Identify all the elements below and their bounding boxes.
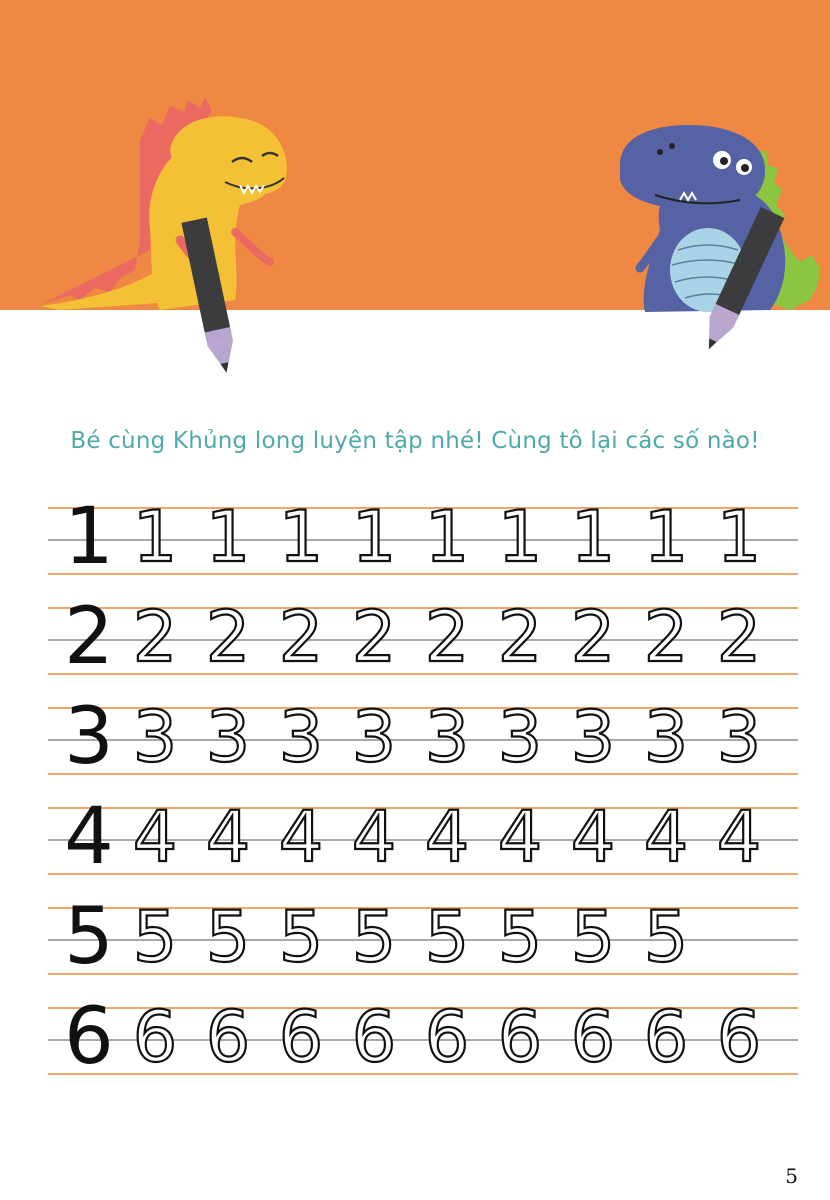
dotted-trace-digit[interactable]: 5 — [570, 896, 616, 978]
dotted-trace-digit[interactable]: 4 — [278, 796, 324, 878]
dotted-trace-digit[interactable]: 1 — [205, 496, 251, 578]
tracing-row-4 — [48, 792, 798, 895]
dotted-trace-digit[interactable]: 6 — [278, 996, 324, 1078]
dotted-trace-digit[interactable]: 2 — [351, 596, 397, 678]
model-digit: 5 — [64, 892, 114, 982]
dotted-trace-digit[interactable]: 4 — [424, 796, 470, 878]
dotted-trace-digit[interactable]: 1 — [570, 496, 616, 578]
header-illustration — [0, 0, 830, 400]
instruction-text: Bé cùng Khủng long luyện tập nhé! Cùng tô lại các số nào! — [70, 428, 760, 454]
dotted-trace-digit[interactable]: 2 — [643, 596, 689, 678]
dotted-trace-digit[interactable]: 6 — [205, 996, 251, 1078]
dotted-trace-digit[interactable]: 5 — [643, 896, 689, 978]
dotted-trace-digit[interactable]: 6 — [716, 996, 762, 1078]
model-digit: 1 — [64, 492, 114, 582]
dotted-trace-digit[interactable]: 5 — [278, 896, 324, 978]
model-digit: 4 — [64, 792, 114, 882]
dotted-trace-digit[interactable]: 1 — [716, 496, 762, 578]
dotted-trace-digit[interactable]: 4 — [716, 796, 762, 878]
dotted-trace-digit[interactable]: 4 — [132, 796, 178, 878]
dotted-trace-digit[interactable]: 3 — [132, 696, 178, 778]
tracing-row-3 — [48, 692, 798, 795]
dotted-trace-digit[interactable]: 3 — [351, 696, 397, 778]
dotted-trace-digit[interactable]: 5 — [424, 896, 470, 978]
model-digit: 2 — [64, 592, 114, 682]
dotted-trace-digit[interactable]: 6 — [643, 996, 689, 1078]
dotted-trace-digit[interactable]: 6 — [497, 996, 543, 1078]
dotted-trace-digit[interactable]: 3 — [643, 696, 689, 778]
dotted-trace-digit[interactable]: 4 — [205, 796, 251, 878]
dotted-trace-digit[interactable]: 1 — [424, 496, 470, 578]
number-tracing-practice — [48, 492, 798, 1095]
dotted-trace-digit[interactable]: 1 — [278, 496, 324, 578]
dotted-trace-digit[interactable]: 2 — [716, 596, 762, 678]
dotted-trace-digit[interactable]: 5 — [132, 896, 178, 978]
model-digit: 6 — [64, 992, 114, 1082]
tracing-row-1 — [48, 492, 798, 595]
dotted-trace-digit[interactable]: 4 — [643, 796, 689, 878]
dotted-trace-digit[interactable]: 2 — [132, 596, 178, 678]
dotted-trace-digit[interactable]: 2 — [424, 596, 470, 678]
dotted-trace-digit[interactable]: 4 — [351, 796, 397, 878]
dotted-trace-digit[interactable]: 1 — [351, 496, 397, 578]
yellow-dinosaur-illustration — [40, 98, 287, 375]
dotted-trace-digit[interactable]: 1 — [497, 496, 543, 578]
dotted-trace-digit[interactable]: 3 — [570, 696, 616, 778]
model-digit: 3 — [64, 692, 114, 782]
dotted-trace-digit[interactable]: 1 — [643, 496, 689, 578]
tracing-row-6 — [48, 992, 798, 1095]
dotted-trace-digit[interactable]: 6 — [351, 996, 397, 1078]
dotted-trace-digit[interactable]: 2 — [205, 596, 251, 678]
dotted-trace-digit[interactable]: 3 — [278, 696, 324, 778]
dotted-trace-digit[interactable]: 5 — [205, 896, 251, 978]
dotted-trace-digit[interactable]: 2 — [570, 596, 616, 678]
dotted-trace-digit[interactable]: 1 — [132, 496, 178, 578]
dotted-trace-digit[interactable]: 2 — [497, 596, 543, 678]
dotted-trace-digit[interactable]: 4 — [497, 796, 543, 878]
dotted-trace-digit[interactable]: 3 — [424, 696, 470, 778]
tracing-row-5 — [48, 892, 798, 995]
dotted-trace-digit[interactable]: 2 — [278, 596, 324, 678]
dotted-trace-digit[interactable]: 6 — [132, 996, 178, 1078]
dotted-trace-digit[interactable]: 3 — [205, 696, 251, 778]
blue-dinosaur-illustration — [620, 125, 820, 355]
dotted-trace-digit[interactable]: 3 — [497, 696, 543, 778]
dotted-trace-digit[interactable]: 3 — [716, 696, 762, 778]
dotted-trace-digit[interactable]: 6 — [570, 996, 616, 1078]
dotted-trace-digit[interactable]: 6 — [424, 996, 470, 1078]
dotted-trace-digit[interactable]: 5 — [351, 896, 397, 978]
tracing-row-2 — [48, 592, 798, 695]
page-number: 5 — [785, 1164, 798, 1188]
dotted-trace-digit[interactable]: 4 — [570, 796, 616, 878]
dotted-trace-digit[interactable]: 5 — [497, 896, 543, 978]
